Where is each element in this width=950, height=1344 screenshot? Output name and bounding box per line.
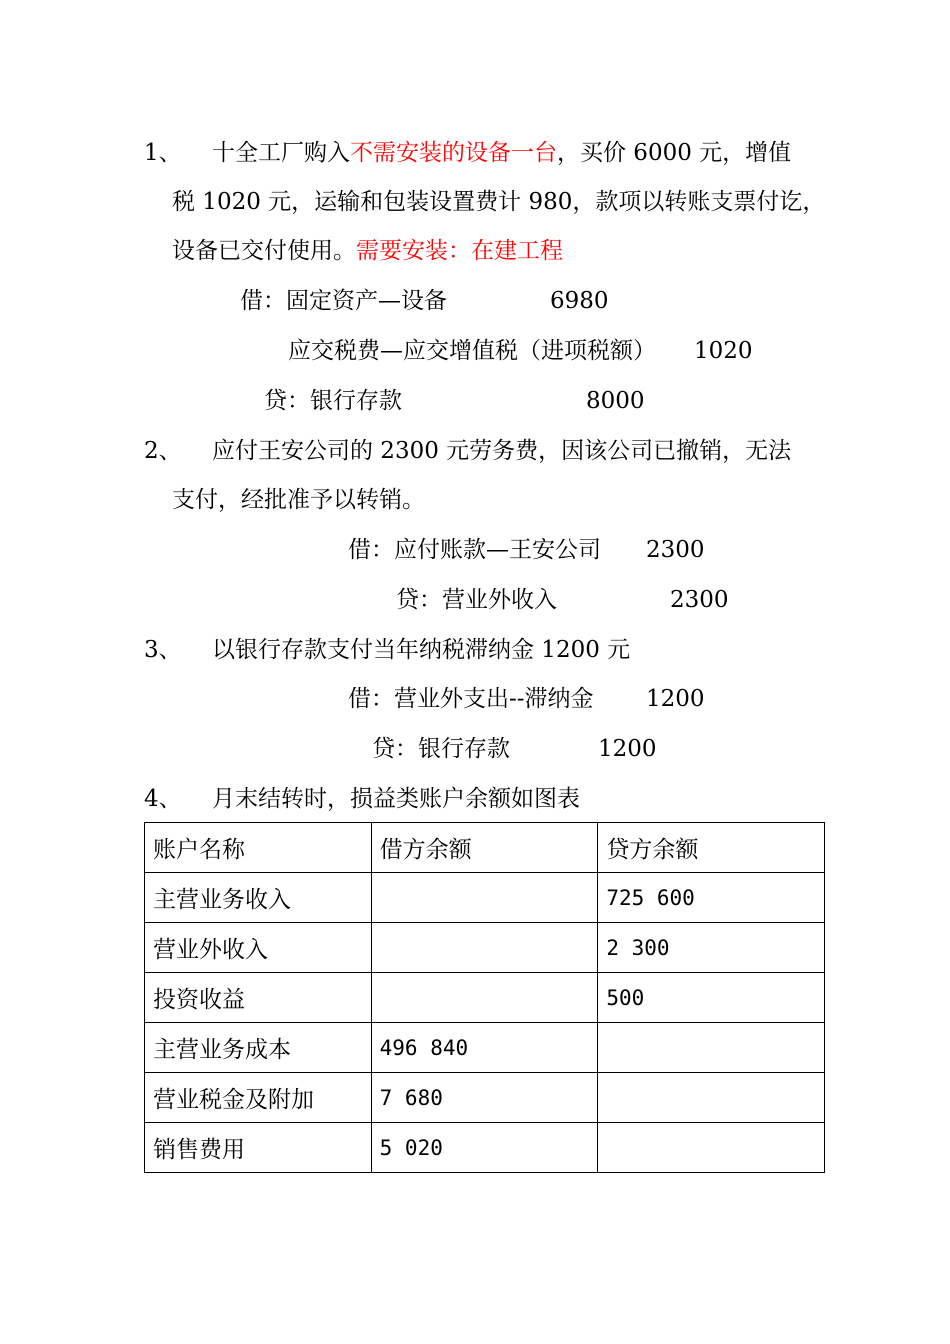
table-cell: 投资收益: [145, 973, 372, 1023]
table-row: [145, 873, 825, 923]
entry-2-1-label: 借：应付账款—王安公司: [348, 537, 601, 563]
entry-3-2-label: 贷：银行存款: [372, 736, 510, 762]
entry-1-2-amount: 1020: [694, 338, 753, 364]
table-cell: 7 680: [371, 1073, 598, 1123]
table-cell: [371, 973, 598, 1023]
table-cell: 主营业务收入: [145, 873, 372, 923]
table-cell: [598, 1123, 825, 1173]
table-cell: [598, 1023, 825, 1073]
entry-3-2-amount: 1200: [598, 736, 657, 762]
table-row: [145, 1023, 825, 1073]
table-cell: 496 840: [371, 1023, 598, 1073]
table-header-cell: 贷方余额: [598, 823, 825, 873]
item-3-number: 3、: [144, 637, 182, 663]
entry-3-1-label: 借：营业外支出--滞纳金: [348, 686, 594, 712]
item-2-number: 2、: [144, 438, 182, 464]
item-1-line-3: [172, 236, 563, 266]
table-cell: 500: [598, 973, 825, 1023]
entry-1-3-label: 贷：银行存款: [264, 388, 402, 414]
entry-2-1-amount: 2300: [646, 537, 705, 563]
table-cell: 725 600: [598, 873, 825, 923]
item-1-text-a: 十全工厂购入: [212, 140, 350, 166]
item-1-line-1: [212, 138, 791, 168]
entry-1-1-label: 借：固定资产—设备: [240, 288, 447, 314]
item-1-note: 需要安装：在建工程: [356, 238, 563, 264]
item-3-line-1: 以银行存款支付当年纳税滞纳金 1200 元: [212, 637, 631, 663]
table-cell: 5 020: [371, 1123, 598, 1173]
item-1-number: 1、: [144, 140, 182, 166]
table-header-row: [145, 823, 825, 873]
entry-2-2-amount: 2300: [670, 587, 729, 613]
item-1-highlight: 不需安装的设备一台: [350, 140, 557, 166]
item-2-line-1: 应付王安公司的 2300 元劳务费，因该公司已撤销，无法: [212, 438, 792, 464]
table-cell: [371, 873, 598, 923]
table-cell: 主营业务成本: [145, 1023, 372, 1073]
item-4-number: 4、: [144, 786, 182, 812]
item-1-line-2: 税 1020 元，运输和包装设置费计 980，款项以转账支票付讫，: [172, 189, 826, 215]
table-cell: 营业外收入: [145, 923, 372, 973]
table-row: [145, 1073, 825, 1123]
table-cell: 2 300: [598, 923, 825, 973]
entry-1-2-label: 应交税费—应交增值税（进项税额）: [288, 338, 656, 364]
item-4-line-1: 月末结转时，损益类账户余额如图表: [212, 786, 580, 812]
table-cell: 销售费用: [145, 1123, 372, 1173]
item-1-line-3-text: 设备已交付使用。: [172, 238, 356, 264]
balance-table: [144, 822, 825, 1173]
table-row: [145, 1123, 825, 1173]
entry-2-2-label: 贷：营业外收入: [396, 587, 557, 613]
table-row: [145, 973, 825, 1023]
table-header-cell: 借方余额: [371, 823, 598, 873]
table-row: [145, 923, 825, 973]
table-cell: [371, 923, 598, 973]
entry-1-3-amount: 8000: [586, 388, 645, 414]
entry-1-1-amount: 6980: [550, 288, 609, 314]
item-1-text-b: ，买价 6000 元，增值: [557, 140, 792, 166]
table-cell: 营业税金及附加: [145, 1073, 372, 1123]
table-cell: [598, 1073, 825, 1123]
table-header-cell: 账户名称: [145, 823, 372, 873]
entry-3-1-amount: 1200: [646, 686, 705, 712]
item-2-line-2: 支付，经批准予以转销。: [172, 487, 425, 513]
